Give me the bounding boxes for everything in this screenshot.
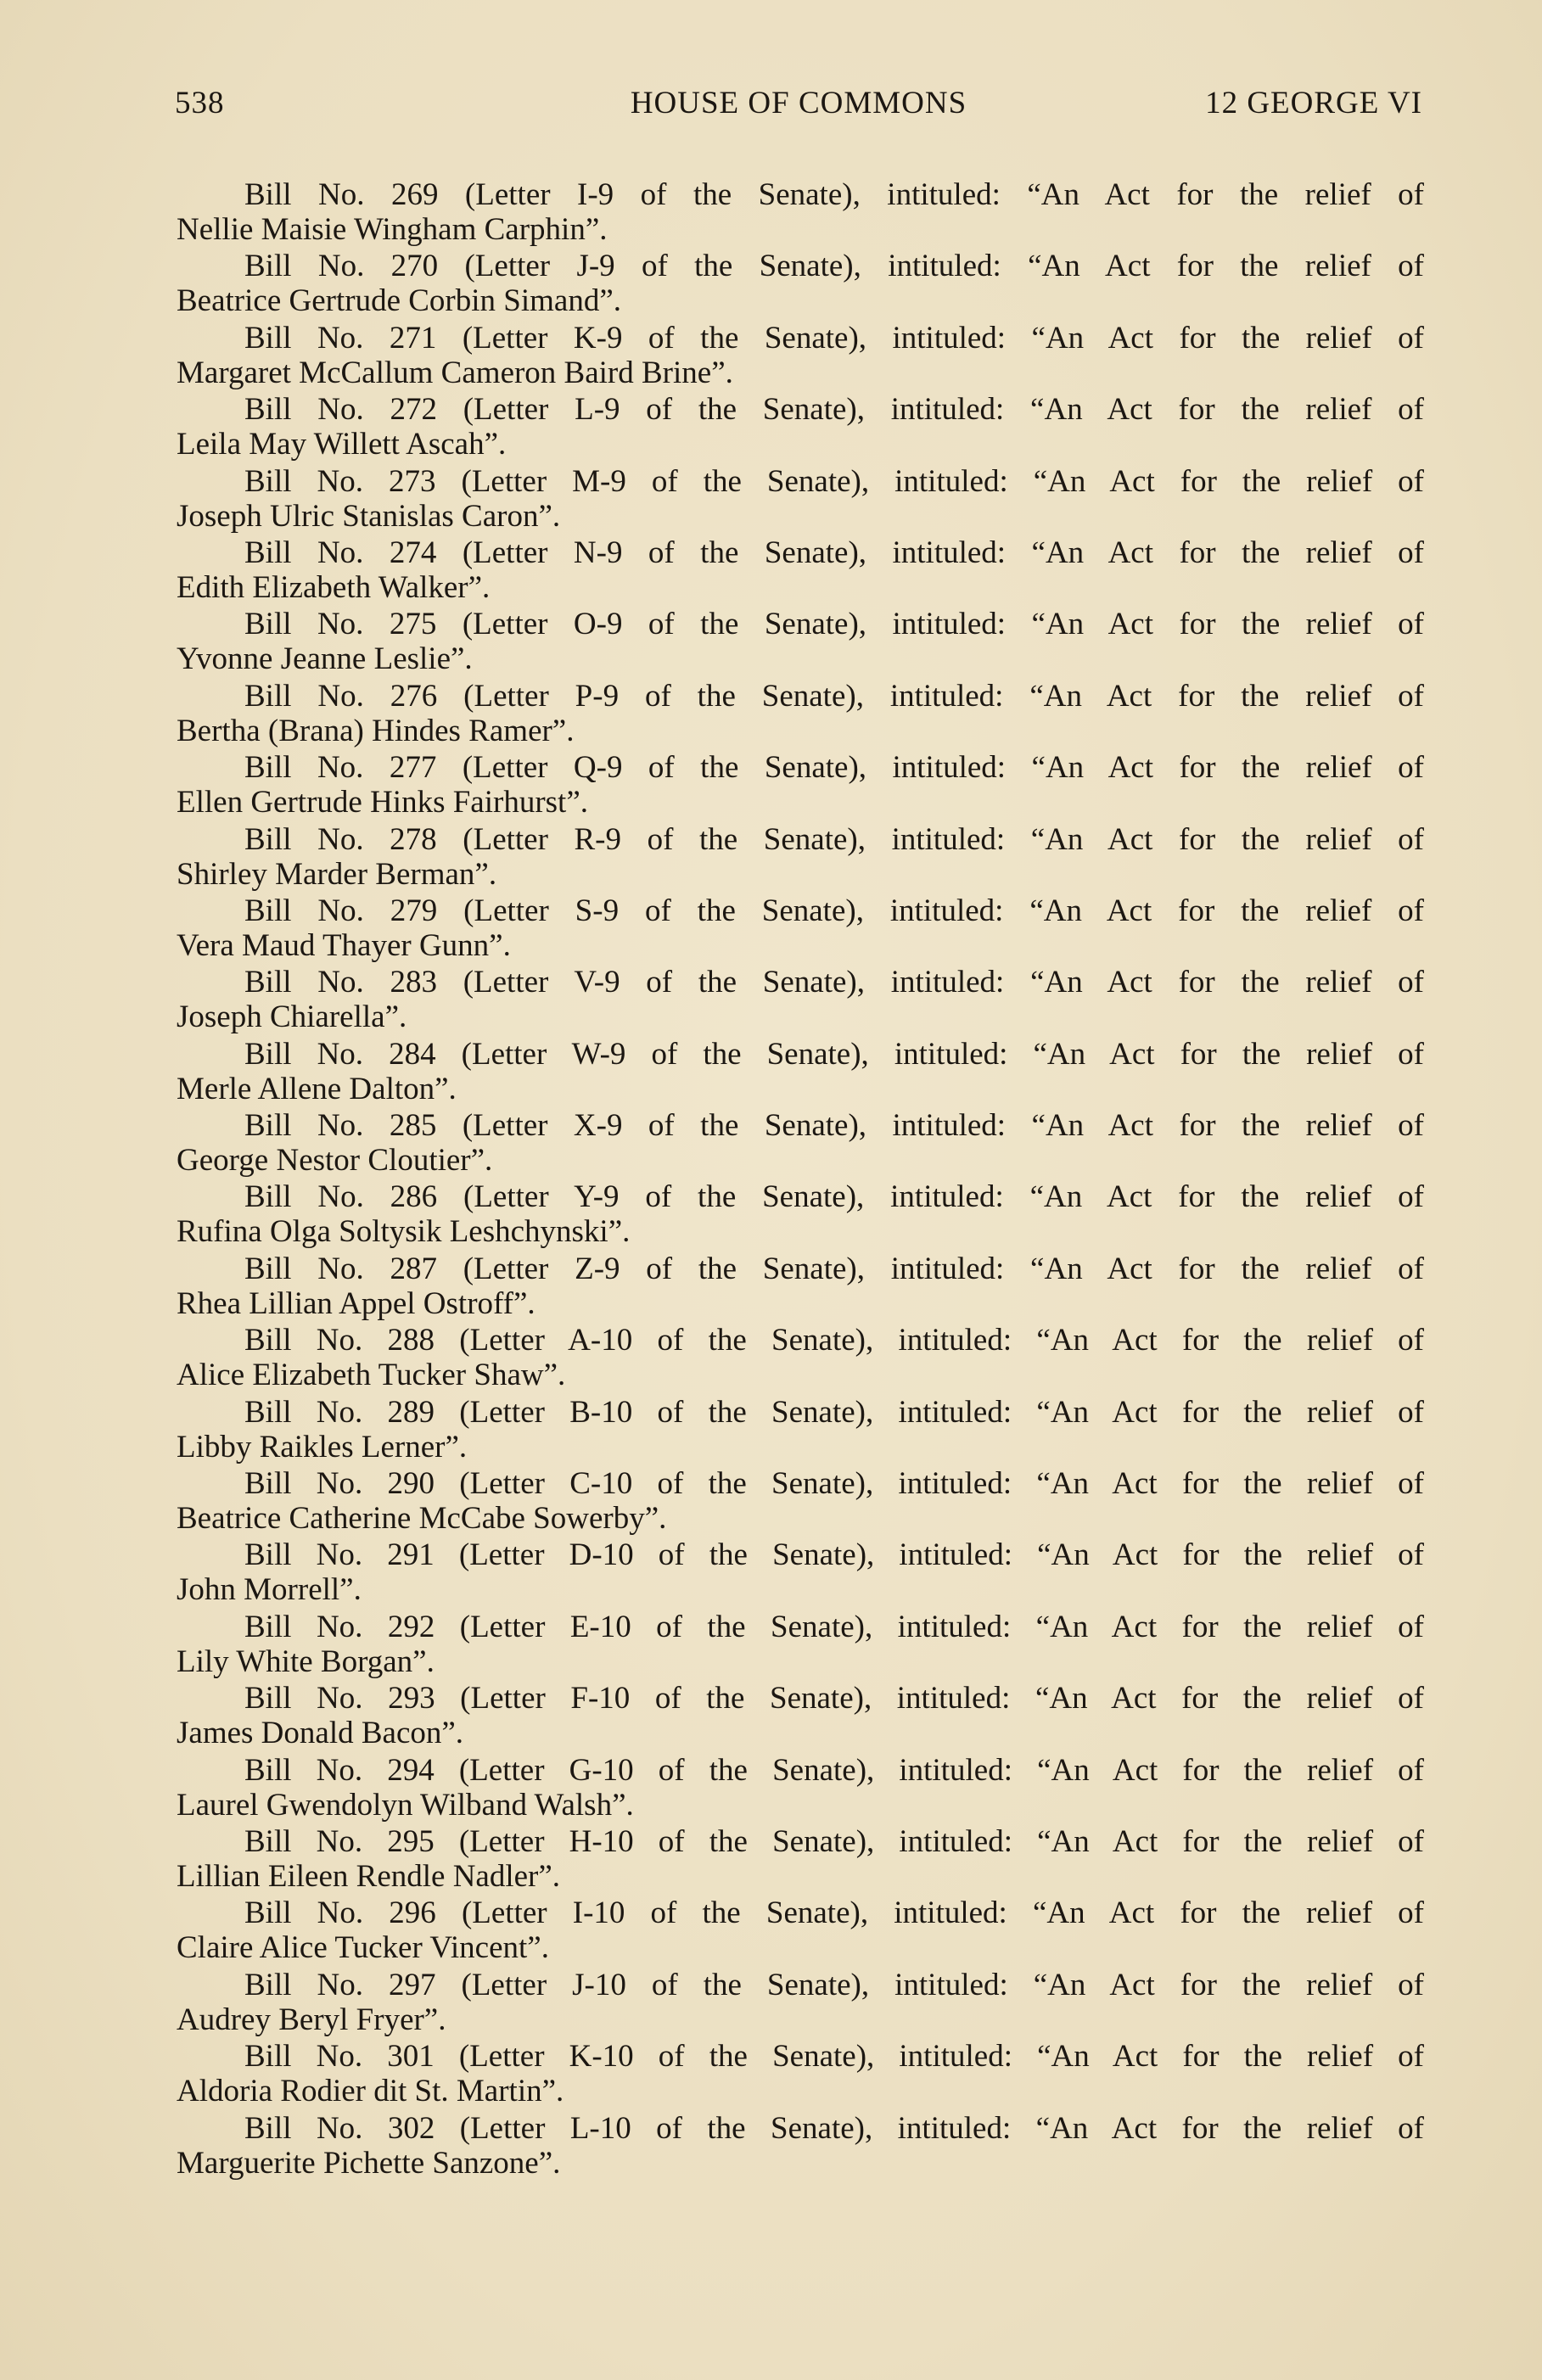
bill-entry: [177, 463, 1424, 535]
running-header: [175, 85, 1422, 136]
page-title: HOUSE OF COMMONS: [630, 86, 967, 120]
session-label: 12 GEORGE VI: [1205, 86, 1422, 120]
bill-entry: [177, 391, 1424, 462]
bill-entry-title-line: Bill No. 287 (Letter Z-9 of the Senate), intituled: “An Act for the relief of: [244, 1251, 1424, 1286]
bill-entry-name-line: James Donald Bacon”.: [177, 1716, 464, 1751]
bill-entry: [177, 678, 1424, 749]
bill-entry: [177, 320, 1424, 391]
bill-entry-title-line: Bill No. 288 (Letter A-10 of the Senate), intituled: “An Act for the relief of: [244, 1323, 1424, 1358]
bill-entry-title-line: Bill No. 277 (Letter Q-9 of the Senate), intituled: “An Act for the relief of: [244, 750, 1424, 786]
bill-entry: [177, 1823, 1424, 1895]
bill-entry-title-line: Bill No. 272 (Letter L-9 of the Senate), intituled: “An Act for the relief of: [244, 392, 1424, 428]
bill-entry: [177, 1680, 1424, 1751]
bill-entry-title-line: Bill No. 278 (Letter R-9 of the Senate), intituled: “An Act for the relief of: [244, 821, 1424, 857]
bill-entry-title-line: Bill No. 276 (Letter P-9 of the Senate), intituled: “An Act for the relief of: [244, 678, 1424, 714]
bill-entry-title-line: Bill No. 296 (Letter I-10 of the Senate), intituled: “An Act for the relief of: [244, 1896, 1424, 1931]
bill-entry-name-line: Libby Raikles Lerner”.: [177, 1429, 468, 1464]
bill-entry-title-line: Bill No. 274 (Letter N-9 of the Senate), intituled: “An Act for the relief of: [244, 535, 1424, 570]
bill-entry-title-line: Bill No. 270 (Letter J-9 of the Senate), intituled: “An Act for the relief of: [244, 249, 1424, 284]
bill-entry-name-line: Vera Maud Thayer Gunn”.: [177, 927, 511, 963]
bill-entry-title-line: Bill No. 271 (Letter K-9 of the Senate), intituled: “An Act for the relief of: [244, 320, 1424, 356]
bill-entry-name-line: Joseph Chiarella”.: [177, 1000, 407, 1035]
bill-entry: [177, 1465, 1424, 1537]
bill-entry-name-line: Alice Elizabeth Tucker Shaw”.: [177, 1358, 566, 1393]
bill-entry: [177, 2110, 1424, 2181]
page-number: 538: [175, 86, 225, 120]
bill-entry: [177, 1537, 1424, 1608]
bill-entry-name-line: Laurel Gwendolyn Wilband Walsh”.: [177, 1787, 634, 1823]
bill-entry: [177, 1179, 1424, 1250]
bill-entry-title-line: Bill No. 275 (Letter O-9 of the Senate), intituled: “An Act for the relief of: [244, 607, 1424, 642]
bill-entry: [177, 749, 1424, 820]
bill-entry-name-line: Beatrice Catherine McCabe Sowerby”.: [177, 1501, 667, 1537]
bill-entry-name-line: Yvonne Jeanne Leslie”.: [177, 641, 473, 677]
bill-entry-name-line: John Morrell”.: [177, 1572, 362, 1608]
bill-entry-name-line: Joseph Ulric Stanislas Caron”.: [177, 498, 561, 534]
bill-entry-name-line: Merle Allene Dalton”.: [177, 1071, 457, 1106]
bill-entry: [177, 821, 1424, 893]
bill-entry-title-line: Bill No. 291 (Letter D-10 of the Senate), intituled: “An Act for the relief of: [244, 1537, 1424, 1573]
bill-entry-name-line: Rufina Olga Soltysik Leshchynski”.: [177, 1214, 631, 1250]
bill-entry-name-line: Lily White Borgan”.: [177, 1644, 435, 1679]
bill-entry: [177, 1036, 1424, 1107]
bill-entry-title-line: Bill No. 292 (Letter E-10 of the Senate), intituled: “An Act for the relief of: [244, 1609, 1424, 1644]
bill-entry-title-line: Bill No. 283 (Letter V-9 of the Senate), intituled: “An Act for the relief of: [244, 965, 1424, 1000]
bill-entry: [177, 1609, 1424, 1680]
bill-entry-name-line: Shirley Marder Berman”.: [177, 856, 497, 892]
bill-entry: [177, 2038, 1424, 2109]
bill-entry: [177, 1107, 1424, 1179]
bill-entry: [177, 893, 1424, 964]
bill-entry-title-line: Bill No. 285 (Letter X-9 of the Senate), intituled: “An Act for the relief of: [244, 1108, 1424, 1144]
bill-entry-name-line: Beatrice Gertrude Corbin Simand”.: [177, 283, 621, 319]
bill-entry-name-line: Edith Elizabeth Walker”.: [177, 569, 491, 605]
bill-list: [177, 176, 1424, 2181]
bill-entry-name-line: George Nestor Cloutier”.: [177, 1143, 493, 1179]
bill-entry-title-line: Bill No. 302 (Letter L-10 of the Senate), intituled: “An Act for the relief of: [244, 2110, 1424, 2146]
bill-entry-name-line: Lillian Eileen Rendle Nadler”.: [177, 1858, 561, 1894]
bill-entry: [177, 1895, 1424, 1966]
bill-entry-name-line: Rhea Lillian Appel Ostroff”.: [177, 1285, 535, 1321]
bill-entry: [177, 606, 1424, 677]
bill-entry-title-line: Bill No. 290 (Letter C-10 of the Senate), intituled: “An Act for the relief of: [244, 1466, 1424, 1502]
bill-entry-name-line: Ellen Gertrude Hinks Fairhurst”.: [177, 785, 588, 820]
bill-entry-name-line: Leila May Willett Ascah”.: [177, 427, 507, 462]
bill-entry: [177, 1752, 1424, 1823]
bill-entry-name-line: Aldoria Rodier dit St. Martin”.: [177, 2074, 564, 2109]
bill-entry-title-line: Bill No. 301 (Letter K-10 of the Senate), intituled: “An Act for the relief of: [244, 2039, 1424, 2075]
bill-entry-title-line: Bill No. 279 (Letter S-9 of the Senate), intituled: “An Act for the relief of: [244, 893, 1424, 928]
bill-entry-title-line: Bill No. 297 (Letter J-10 of the Senate), intituled: “An Act for the relief of: [244, 1967, 1424, 2002]
bill-entry-title-line: Bill No. 289 (Letter B-10 of the Senate), intituled: “An Act for the relief of: [244, 1394, 1424, 1430]
bill-entry-name-line: Nellie Maisie Wingham Carphin”.: [177, 212, 608, 247]
bill-entry: [177, 1967, 1424, 2038]
bill-entry: [177, 248, 1424, 319]
bill-entry-title-line: Bill No. 294 (Letter G-10 of the Senate), intituled: “An Act for the relief of: [244, 1752, 1424, 1788]
bill-entry-name-line: Claire Alice Tucker Vincent”.: [177, 1930, 549, 1966]
bill-entry: [177, 1322, 1424, 1393]
bill-entry: [177, 176, 1424, 248]
bill-entry: [177, 964, 1424, 1035]
bill-entry-name-line: Audrey Beryl Fryer”.: [177, 2002, 446, 2037]
bill-entry-name-line: Bertha (Brana) Hindes Ramer”.: [177, 713, 575, 748]
bill-entry-name-line: Marguerite Pichette Sanzone”.: [177, 2145, 561, 2181]
bill-entry-name-line: Margaret McCallum Cameron Baird Brine”.: [177, 355, 733, 390]
bill-entry-title-line: Bill No. 273 (Letter M-9 of the Senate), intituled: “An Act for the relief of: [244, 463, 1424, 499]
bill-entry-title-line: Bill No. 295 (Letter H-10 of the Senate), intituled: “An Act for the relief of: [244, 1823, 1424, 1859]
bill-entry: [177, 535, 1424, 606]
bill-entry-title-line: Bill No. 293 (Letter F-10 of the Senate), intituled: “An Act for the relief of: [244, 1681, 1424, 1716]
bill-entry-title-line: Bill No. 286 (Letter Y-9 of the Senate), intituled: “An Act for the relief of: [244, 1179, 1424, 1215]
bill-entry-title-line: Bill No. 269 (Letter I-9 of the Senate), intituled: “An Act for the relief of: [244, 177, 1424, 212]
bill-entry: [177, 1394, 1424, 1465]
bill-entry: [177, 1251, 1424, 1322]
bill-entry-title-line: Bill No. 284 (Letter W-9 of the Senate), intituled: “An Act for the relief of: [244, 1036, 1424, 1072]
